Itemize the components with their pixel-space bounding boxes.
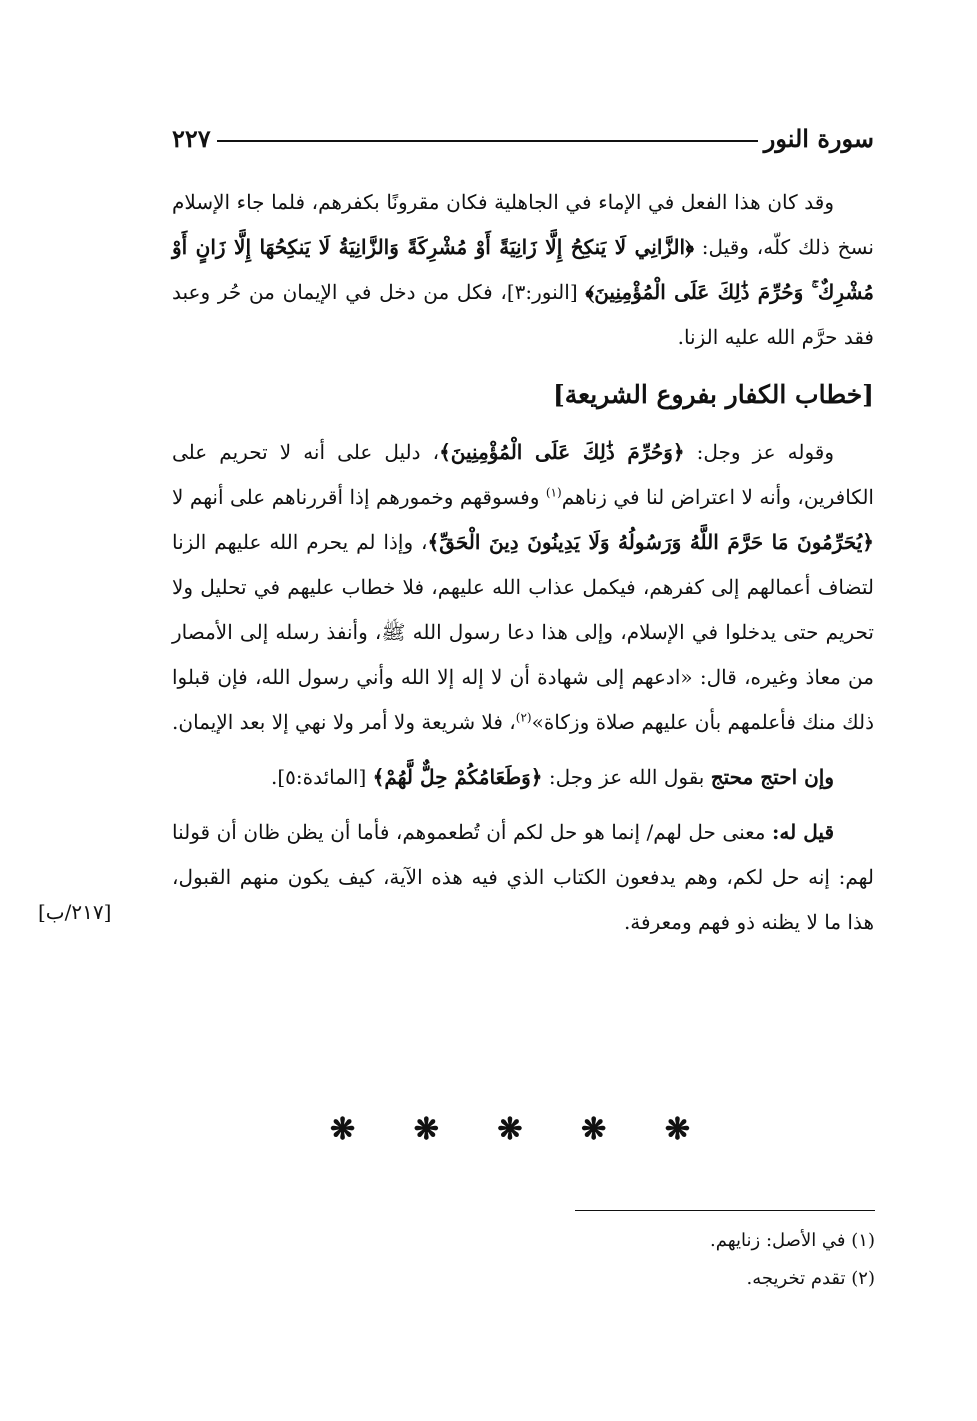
- footnote-rule: [575, 1210, 875, 1211]
- paragraph-4: [172, 810, 874, 945]
- footnote-ref[interactable]: (٢): [515, 710, 532, 725]
- footnote-1: (١) في الأصل: زنايهم.: [710, 1230, 875, 1251]
- paragraph-4-text: معنى حل لهم/ إنما هو حل لكم أن تُطعموهم، فأما أن يظن ظان أن قولنا لهم: إنه حل لكم، وهم يدفعون الكتاب الذي فيه هذه الآية، كيف يكون منهم القبول، هذا ما لا يظنه ذو فهم ومعرفة.: [172, 820, 874, 934]
- paragraph-4-lead: قيل له:: [771, 820, 835, 844]
- quran-verse: ﴿وَطَعَامُكُمْ حِلٌّ لَّهُمْ﴾: [372, 765, 543, 789]
- page-number: ٢٢٧: [172, 123, 211, 153]
- running-header: [172, 118, 874, 158]
- paragraph-3: [172, 755, 874, 800]
- quran-verse: ﴿وَحُرِّمَ ذَٰلِكَ عَلَى الْمُؤْمِنِينَ﴾: [439, 440, 685, 464]
- paragraph-2-text-end: ، فلا شريعة ولا أمر ولا نهي إلا بعد الإيمان.: [172, 710, 516, 734]
- paragraph-3-text: بقول الله عز وجل:: [542, 765, 711, 789]
- footnotes: [475, 1222, 875, 1298]
- paragraph-2: [172, 430, 874, 745]
- paragraph-3-text-end: [المائدة:٥].: [270, 765, 373, 789]
- section-heading: [خطاب الكفار بفروع الشريعة]: [552, 380, 874, 409]
- asterism-glyph: ❋: [664, 1112, 690, 1147]
- paragraph-1-text-end: [النور:٣]، فكل من دخل في الإيمان من حُر وعبد فقد حرَّم الله عليه الزنا.: [172, 280, 874, 349]
- asterism-glyph: ❋: [497, 1112, 523, 1147]
- paragraph-3-lead: وإن احتج محتج: [710, 765, 834, 789]
- paragraph-2-text: وقوله عز وجل:: [684, 440, 834, 464]
- footnote-ref[interactable]: (١): [545, 485, 562, 500]
- footnote-2: (٢) تقدم تخريجه.: [746, 1268, 875, 1289]
- asterism-glyph: ❋: [330, 1112, 356, 1147]
- paragraph-2-text: ، دليل على أنه لا تحريم على الكافرين، وأنه لا اعتراض لنا في زناهم: [172, 440, 874, 509]
- paragraph-1: [172, 180, 874, 360]
- asterism-glyph: ❋: [581, 1112, 607, 1147]
- manuscript-folio-ref: [٢١٧/ب]: [38, 900, 112, 924]
- body-text: [172, 180, 874, 955]
- surah-name: سورة النور: [763, 123, 874, 153]
- paragraph-2-text: ، وإذا لم يحرم الله عليهم الزنا لتضاف أعمالهم إلى كفرهم، فيكمل عذاب الله عليهم، فلا خطاب عليهم في تحليل ولا تحريم حتى يدخلوا في الإسلام، وإلى هذا دعا رسول الله ﷺ، وأنفذ رسله إلى الأمصار من معاذ وغيره، قال: «ادعهم إلى شهادة أن لا إله إلا الله وأني رسول الله، فإن قبلوا ذلك منك فأعلمهم بأن عليهم صلاة وزكاة»: [172, 530, 874, 734]
- paragraph-1-text: وقد كان هذا الفعل في الإماء في الجاهلية فكان مقرونًا بكفرهم، فلما جاء الإسلام نسخ ذلك كلّه، وقيل:: [172, 190, 874, 259]
- paragraph-2-text: وفسوقهم وخمورهم إذا أقررناهم على أنهم لا: [172, 485, 546, 509]
- quran-verse: ﴿يُحَرِّمُونَ مَا حَرَّمَ اللَّهُ وَرَسُولُهُ وَلَا يَدِينُونَ دِينَ الْحَقِّ﴾: [427, 530, 874, 554]
- header-rule: [217, 140, 758, 142]
- section-separator: [330, 1112, 690, 1147]
- asterism-glyph: ❋: [413, 1112, 439, 1147]
- quran-verse: ﴿الزَّانِي لَا يَنكِحُ إِلَّا زَانِيَةً أَوْ مُشْرِكَةً وَالزَّانِيَةُ لَا يَنكِحُهَا إِلَّا زَانٍ أَوْ مُشْرِكٌ ۚ وَحُرِّمَ ذَٰلِكَ عَلَى الْمُؤْمِنِينَ﴾: [172, 235, 874, 304]
